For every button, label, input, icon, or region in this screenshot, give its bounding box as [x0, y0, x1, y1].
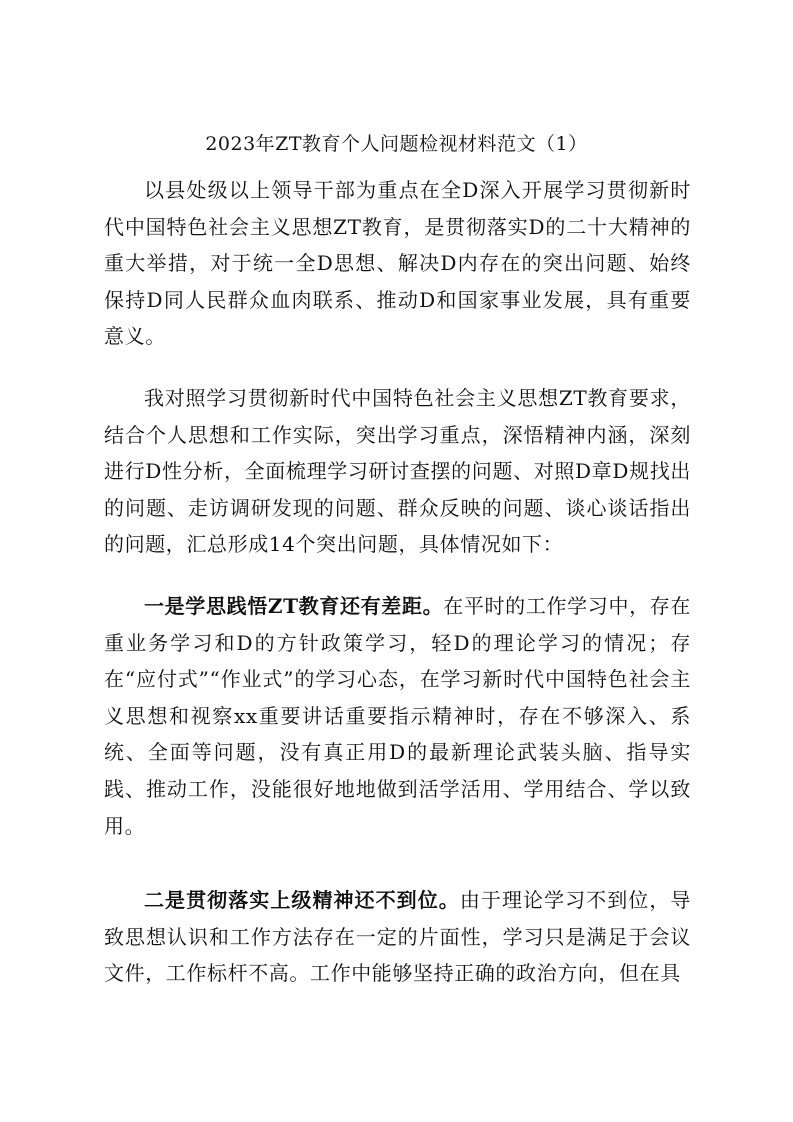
- paragraph-text: 以县处级以上领导干部为重点在全D深入开展学习贯彻新时代中国特色社会主义思想ZT教育，是贯彻落实D的二十大精神的重大举措，对于统一全D思想、解决D内存在的突出问题、始终保持D同人民群众血肉联系、推动D和国家事业发展，具有重要意义。: [104, 178, 691, 349]
- paragraph-overview: [104, 380, 691, 563]
- document-title: 2023年ZT教育个人问题检视材料范文（1）: [205, 133, 588, 155]
- paragraph-text: 由于理论学习不到位，导致思想认识和工作方法存在一定的片面性，学习只是满足于会议文件，工作标杆不高。工作中能够坚持正确的政治方向，但在具: [104, 888, 691, 986]
- paragraph-text: 在平时的工作学习中，存在重业务学习和D的方针政策学习，轻D的理论学习的情况；存在“应付式”“作业式”的学习心态，在学习新时代中国特色社会主义思想和视察xx重要讲话重要指示精神时，存在不够深入、系统、全面等问题，没有真正用D的最新理论武装头脑、指导实践、推动工作，没能很好地地做到活学活用、学用结合、学以致用。: [104, 594, 691, 838]
- paragraph-issue-2: [104, 882, 691, 992]
- paragraph-issue-1: [104, 588, 691, 844]
- paragraph-lead: 二是贯彻落实上级精神还不到位。: [144, 888, 460, 912]
- paragraph-text: 我对照学习贯彻新时代中国特色社会主义思想ZT教育要求，结合个人思想和工作实际，突出学习重点，深悟精神内涵，深刻进行D性分析，全面梳理学习研讨查摆的问题、对照D章D规找出的问题、走访调研发现的问题、群众反映的问题、谈心谈话指出的问题，汇总形成14个突出问题，具体情况如下：: [104, 386, 691, 557]
- paragraph-lead: 一是学思践悟ZT教育还有差距。: [144, 594, 444, 618]
- paragraph-intro: [104, 172, 691, 355]
